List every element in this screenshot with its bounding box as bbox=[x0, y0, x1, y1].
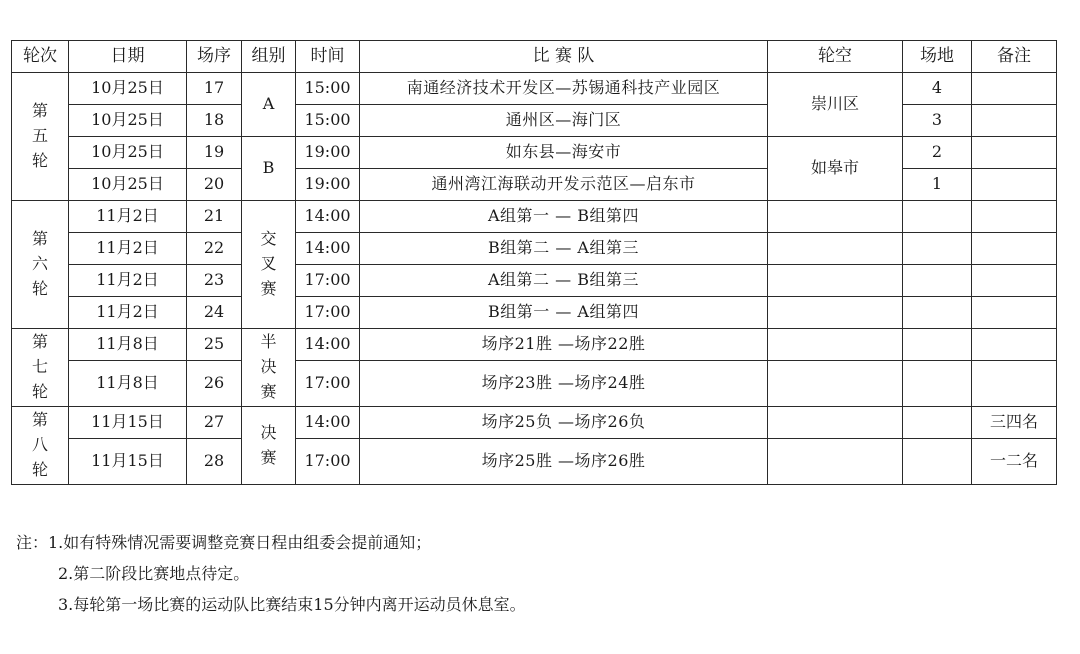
match-teams: 通州湾江海联动开发示范区—启东市 bbox=[360, 169, 768, 201]
match-teams: 场序21胜 —场序22胜 bbox=[360, 329, 768, 361]
match-venue bbox=[903, 233, 972, 265]
match-venue bbox=[903, 265, 972, 297]
match-seq: 23 bbox=[187, 265, 242, 297]
match-group bbox=[242, 201, 296, 329]
match-time: 19:00 bbox=[296, 169, 360, 201]
match-time: 17:00 bbox=[296, 297, 360, 329]
table-row bbox=[12, 297, 1057, 329]
match-venue bbox=[903, 407, 972, 439]
note-line: 2.第二阶段比赛地点待定。 bbox=[58, 564, 250, 583]
match-bye: 崇川区 bbox=[768, 73, 903, 137]
match-note: 三四名 bbox=[972, 407, 1057, 439]
header-time: 时间 bbox=[296, 41, 360, 73]
match-venue: 2 bbox=[903, 137, 972, 169]
round-label bbox=[12, 329, 69, 407]
header-venue: 场地 bbox=[903, 41, 972, 73]
match-time: 15:00 bbox=[296, 105, 360, 137]
match-group-text: 半决赛 bbox=[260, 332, 277, 401]
match-teams: 南通经济技术开发区—苏锡通科技产业园区 bbox=[360, 73, 768, 105]
match-note bbox=[972, 201, 1057, 233]
match-group bbox=[242, 329, 296, 407]
match-seq: 22 bbox=[187, 233, 242, 265]
header-round: 轮次 bbox=[12, 41, 69, 73]
note-line: 注：1.如有特殊情况需要调整竞赛日程由组委会提前通知； bbox=[16, 533, 432, 552]
match-note bbox=[972, 297, 1057, 329]
match-time: 17:00 bbox=[296, 265, 360, 297]
header-group: 组别 bbox=[242, 41, 296, 73]
match-teams: B组第一 — A组第四 bbox=[360, 297, 768, 329]
schedule-table bbox=[11, 40, 1057, 485]
match-teams: A组第一 — B组第四 bbox=[360, 201, 768, 233]
match-teams: 场序25胜 —场序26胜 bbox=[360, 439, 768, 485]
match-teams: A组第二 — B组第三 bbox=[360, 265, 768, 297]
match-group bbox=[242, 407, 296, 485]
match-time: 17:00 bbox=[296, 361, 360, 407]
match-note bbox=[972, 73, 1057, 105]
match-date: 11月2日 bbox=[69, 297, 187, 329]
table-row bbox=[12, 265, 1057, 297]
match-date: 10月25日 bbox=[69, 105, 187, 137]
notes-section bbox=[16, 527, 526, 620]
round-label bbox=[12, 407, 69, 485]
match-bye bbox=[768, 407, 903, 439]
match-time: 14:00 bbox=[296, 407, 360, 439]
table-row bbox=[12, 233, 1057, 265]
match-teams: 通州区—海门区 bbox=[360, 105, 768, 137]
match-note bbox=[972, 265, 1057, 297]
table-row bbox=[12, 137, 1057, 169]
match-bye: 如皋市 bbox=[768, 137, 903, 201]
note-line: 3.每轮第一场比赛的运动队比赛结束15分钟内离开运动员休息室。 bbox=[58, 595, 526, 614]
round-label-text: 第八轮 bbox=[31, 410, 48, 479]
match-group: B bbox=[242, 137, 296, 201]
match-bye bbox=[768, 361, 903, 407]
header-note: 备注 bbox=[972, 41, 1057, 73]
table-row bbox=[12, 201, 1057, 233]
match-venue bbox=[903, 201, 972, 233]
match-date: 10月25日 bbox=[69, 137, 187, 169]
table-row bbox=[12, 329, 1057, 361]
match-seq: 17 bbox=[187, 73, 242, 105]
header-bye: 轮空 bbox=[768, 41, 903, 73]
header-seq: 场序 bbox=[187, 41, 242, 73]
match-venue: 1 bbox=[903, 169, 972, 201]
table-row bbox=[12, 439, 1057, 485]
match-note: 一二名 bbox=[972, 439, 1057, 485]
header-date: 日期 bbox=[69, 41, 187, 73]
match-bye bbox=[768, 439, 903, 485]
schedule-body bbox=[12, 73, 1057, 485]
match-group: A bbox=[242, 73, 296, 137]
match-venue: 4 bbox=[903, 73, 972, 105]
match-note bbox=[972, 233, 1057, 265]
match-time: 15:00 bbox=[296, 73, 360, 105]
match-time: 17:00 bbox=[296, 439, 360, 485]
match-seq: 19 bbox=[187, 137, 242, 169]
table-row bbox=[12, 361, 1057, 407]
match-date: 10月25日 bbox=[69, 169, 187, 201]
match-teams: 如东县—海安市 bbox=[360, 137, 768, 169]
match-note bbox=[972, 361, 1057, 407]
match-bye bbox=[768, 329, 903, 361]
match-time: 14:00 bbox=[296, 329, 360, 361]
match-teams: 场序23胜 —场序24胜 bbox=[360, 361, 768, 407]
match-note bbox=[972, 105, 1057, 137]
match-bye bbox=[768, 297, 903, 329]
match-seq: 24 bbox=[187, 297, 242, 329]
match-venue bbox=[903, 361, 972, 407]
match-date: 11月15日 bbox=[69, 439, 187, 485]
match-seq: 28 bbox=[187, 439, 242, 485]
match-date: 11月2日 bbox=[69, 201, 187, 233]
match-date: 10月25日 bbox=[69, 73, 187, 105]
match-bye bbox=[768, 265, 903, 297]
match-seq: 18 bbox=[187, 105, 242, 137]
match-note bbox=[972, 137, 1057, 169]
match-date: 11月8日 bbox=[69, 329, 187, 361]
match-group-text: 交叉赛 bbox=[260, 229, 277, 298]
round-label bbox=[12, 201, 69, 329]
match-date: 11月8日 bbox=[69, 361, 187, 407]
round-label-text: 第五轮 bbox=[31, 101, 48, 170]
match-time: 14:00 bbox=[296, 201, 360, 233]
match-teams: 场序25负 —场序26负 bbox=[360, 407, 768, 439]
table-row bbox=[12, 73, 1057, 105]
match-venue bbox=[903, 329, 972, 361]
match-date: 11月2日 bbox=[69, 265, 187, 297]
round-label-text: 第七轮 bbox=[31, 332, 48, 401]
match-time: 14:00 bbox=[296, 233, 360, 265]
header-teams: 比 赛 队 bbox=[360, 41, 768, 73]
match-date: 11月15日 bbox=[69, 407, 187, 439]
round-label-text: 第六轮 bbox=[31, 229, 48, 298]
match-bye bbox=[768, 201, 903, 233]
match-teams: B组第二 — A组第三 bbox=[360, 233, 768, 265]
match-date: 11月2日 bbox=[69, 233, 187, 265]
match-seq: 27 bbox=[187, 407, 242, 439]
match-note bbox=[972, 329, 1057, 361]
match-venue: 3 bbox=[903, 105, 972, 137]
match-seq: 25 bbox=[187, 329, 242, 361]
table-row bbox=[12, 407, 1057, 439]
match-time: 19:00 bbox=[296, 137, 360, 169]
match-seq: 21 bbox=[187, 201, 242, 233]
match-venue bbox=[903, 439, 972, 485]
match-seq: 26 bbox=[187, 361, 242, 407]
match-group-text: 决赛 bbox=[260, 422, 277, 467]
match-bye bbox=[768, 233, 903, 265]
match-venue bbox=[903, 297, 972, 329]
header-row bbox=[12, 41, 1057, 73]
match-seq: 20 bbox=[187, 169, 242, 201]
match-note bbox=[972, 169, 1057, 201]
round-label bbox=[12, 73, 69, 201]
